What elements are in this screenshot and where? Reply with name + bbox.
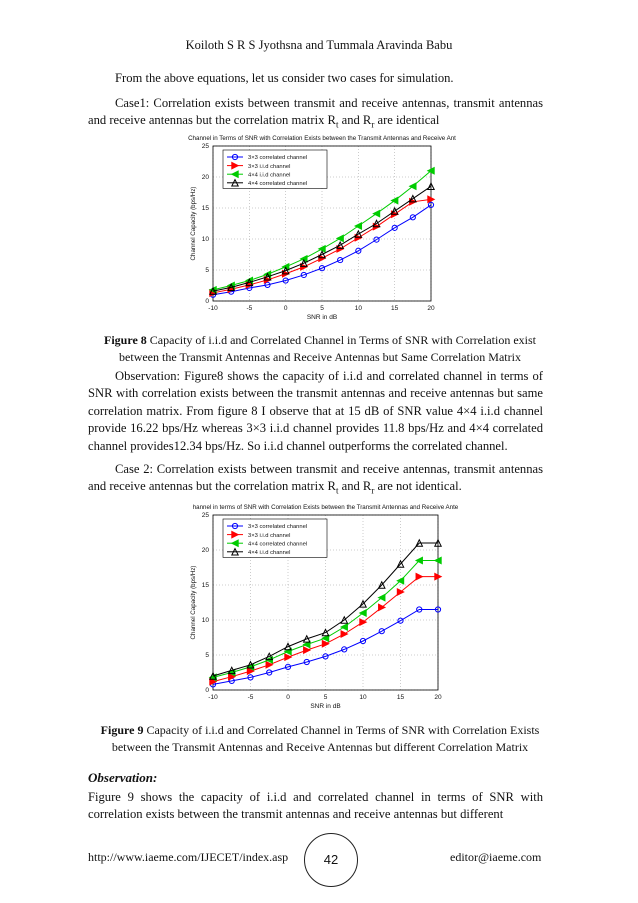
x-tick-label: 5 (323, 694, 328, 701)
y-tick-label: 10 (201, 236, 209, 244)
data-point (304, 647, 310, 653)
y-tick-label: 15 (201, 582, 209, 590)
y-tick-label: 20 (201, 547, 209, 555)
case2-sub-r: r (371, 485, 375, 496)
chart-title: hannel in terms of SNR with Correlation Exists between the Transmit Antennas and Receive Ante (192, 504, 459, 511)
case1-text: Case1: Correlation exists between transmit and receive antennas, transmit antennas and receive antennas but the correlation matrix R (88, 96, 543, 128)
paragraph-observation-1: Observation: Figure8 shows the capacity of i.i.d and correlated channel in terms of SNR with correlation exists between the transmit antennas and receive antennas but same correlation matrix. From figure 8 I observe that at 15 dB of SNR value 4×4 i.i.d channel provide 16.22 bps/Hz whereas 3×3 i.i.d channel provides 11.8 bps/Hz and 4×4 correlated channel provides12.34 bps/Hz. So i.i.d channel outperforms the correlated channel. (88, 369, 543, 453)
case1-sub-t: t (335, 119, 339, 130)
x-tick-label: -5 (247, 694, 254, 701)
y-tick-label: 10 (201, 617, 209, 625)
data-point (391, 197, 397, 203)
x-tick-label: 0 (283, 305, 288, 312)
legend-entry: 4×4 correlated channel (248, 181, 308, 187)
y-tick-label: 5 (205, 652, 209, 660)
page-number: 42 (304, 833, 358, 887)
legend-entry: 4×4 correlated channel (248, 541, 308, 548)
y-tick-label: 20 (201, 174, 209, 182)
legend (223, 519, 327, 557)
figure-9-chart (150, 497, 460, 715)
paragraph-observation-2: Figure 9 shows the capacity of i.i.d and correlated channel in terms of SNR with correlation exists between the transmit antennas and receive antennas but different (88, 790, 543, 822)
data-point (373, 210, 379, 216)
y-tick-label: 25 (201, 512, 209, 520)
observation-heading: Observation: (88, 770, 158, 785)
legend-entry: 3×3 correlated channel (248, 155, 308, 162)
x-tick-label: 10 (354, 305, 362, 312)
case2-mid: and R (338, 479, 372, 494)
legend-entry: 3×3 i.i.d channel (248, 532, 291, 539)
case2-end: are not identical. (374, 479, 462, 494)
figure-9-label: Figure 9 (100, 723, 144, 737)
x-axis-label: SNR in dB (306, 314, 338, 321)
y-axis-label: Channel Capacity (bps/Hz) (190, 565, 197, 640)
footer-url[interactable]: http://www.iaeme.com/IJECET/index.asp (88, 850, 289, 864)
case2-sub-t: t (335, 485, 339, 496)
data-point (341, 624, 347, 630)
legend-entry: 3×3 correlated channel (248, 524, 308, 531)
x-tick-label: -10 (208, 305, 218, 312)
y-tick-label: 0 (205, 687, 209, 695)
data-point (341, 631, 347, 637)
data-point (416, 573, 422, 579)
figure-8-label: Figure 8 (104, 333, 147, 347)
x-tick-label: 15 (391, 305, 399, 312)
legend-entry: 3×3 i.i.d channel (248, 163, 291, 170)
x-tick-label: 10 (359, 694, 367, 701)
y-tick-label: 25 (201, 143, 209, 151)
paragraph-intro: From the above equations, let us consider two cases for simulation. (115, 71, 454, 85)
series-4 (210, 183, 434, 294)
case1-end: are identical (374, 113, 440, 128)
paragraph-case2 (88, 461, 543, 500)
figure-8-caption (95, 332, 545, 366)
y-tick-label: 5 (205, 267, 209, 275)
case2-text: Case 2: Correlation exists between transmit and receive antennas, transmit antennas and receive antennas but the correlation matrix R (88, 462, 543, 494)
legend (223, 150, 327, 188)
figure-9-caption (95, 722, 545, 756)
x-tick-label: 15 (396, 694, 405, 701)
case1-sub-r: r (371, 119, 375, 130)
x-tick-label: 20 (434, 694, 442, 701)
running-header: Koiloth S R S Jyothsna and Tummala Aravinda Babu (185, 38, 453, 52)
y-axis-label: Channel Capacity (bps/Hz) (190, 186, 197, 261)
chart-title: Channel in Terms of SNR with Correlation Exists between the Transmit Antennas and Receive Ant (188, 135, 456, 142)
data-point (355, 223, 361, 229)
x-tick-label: -5 (246, 305, 253, 312)
x-tick-label: 0 (286, 694, 290, 701)
x-axis-label: SNR in dB (310, 703, 341, 710)
data-point (337, 235, 343, 241)
legend-entry: 4×4 i.i.d channel (248, 550, 291, 556)
case1-mid: and R (338, 113, 372, 128)
y-tick-label: 15 (201, 205, 209, 213)
figure-8-chart (150, 128, 460, 323)
legend-entry: 4×4 i.i.d channel (248, 172, 291, 179)
footer-email[interactable]: editor@iaeme.com (450, 850, 542, 864)
x-tick-label: 20 (427, 305, 435, 312)
figure-8-caption-text: Capacity of i.i.d and Correlated Channel in Terms of SNR with Correlation exist between the Transmit Antennas and Receive Antennas but Same Correlation Matrix (119, 333, 536, 364)
x-tick-label: 5 (320, 305, 324, 312)
y-tick-label: 0 (205, 298, 209, 306)
figure-9-caption-text: Capacity of i.i.d and Correlated Channel in Terms of SNR with Correlation Exists between the Transmit Antennas and Receive Antennas but different Correlation Matrix (111, 723, 540, 754)
x-tick-label: -10 (208, 694, 218, 701)
